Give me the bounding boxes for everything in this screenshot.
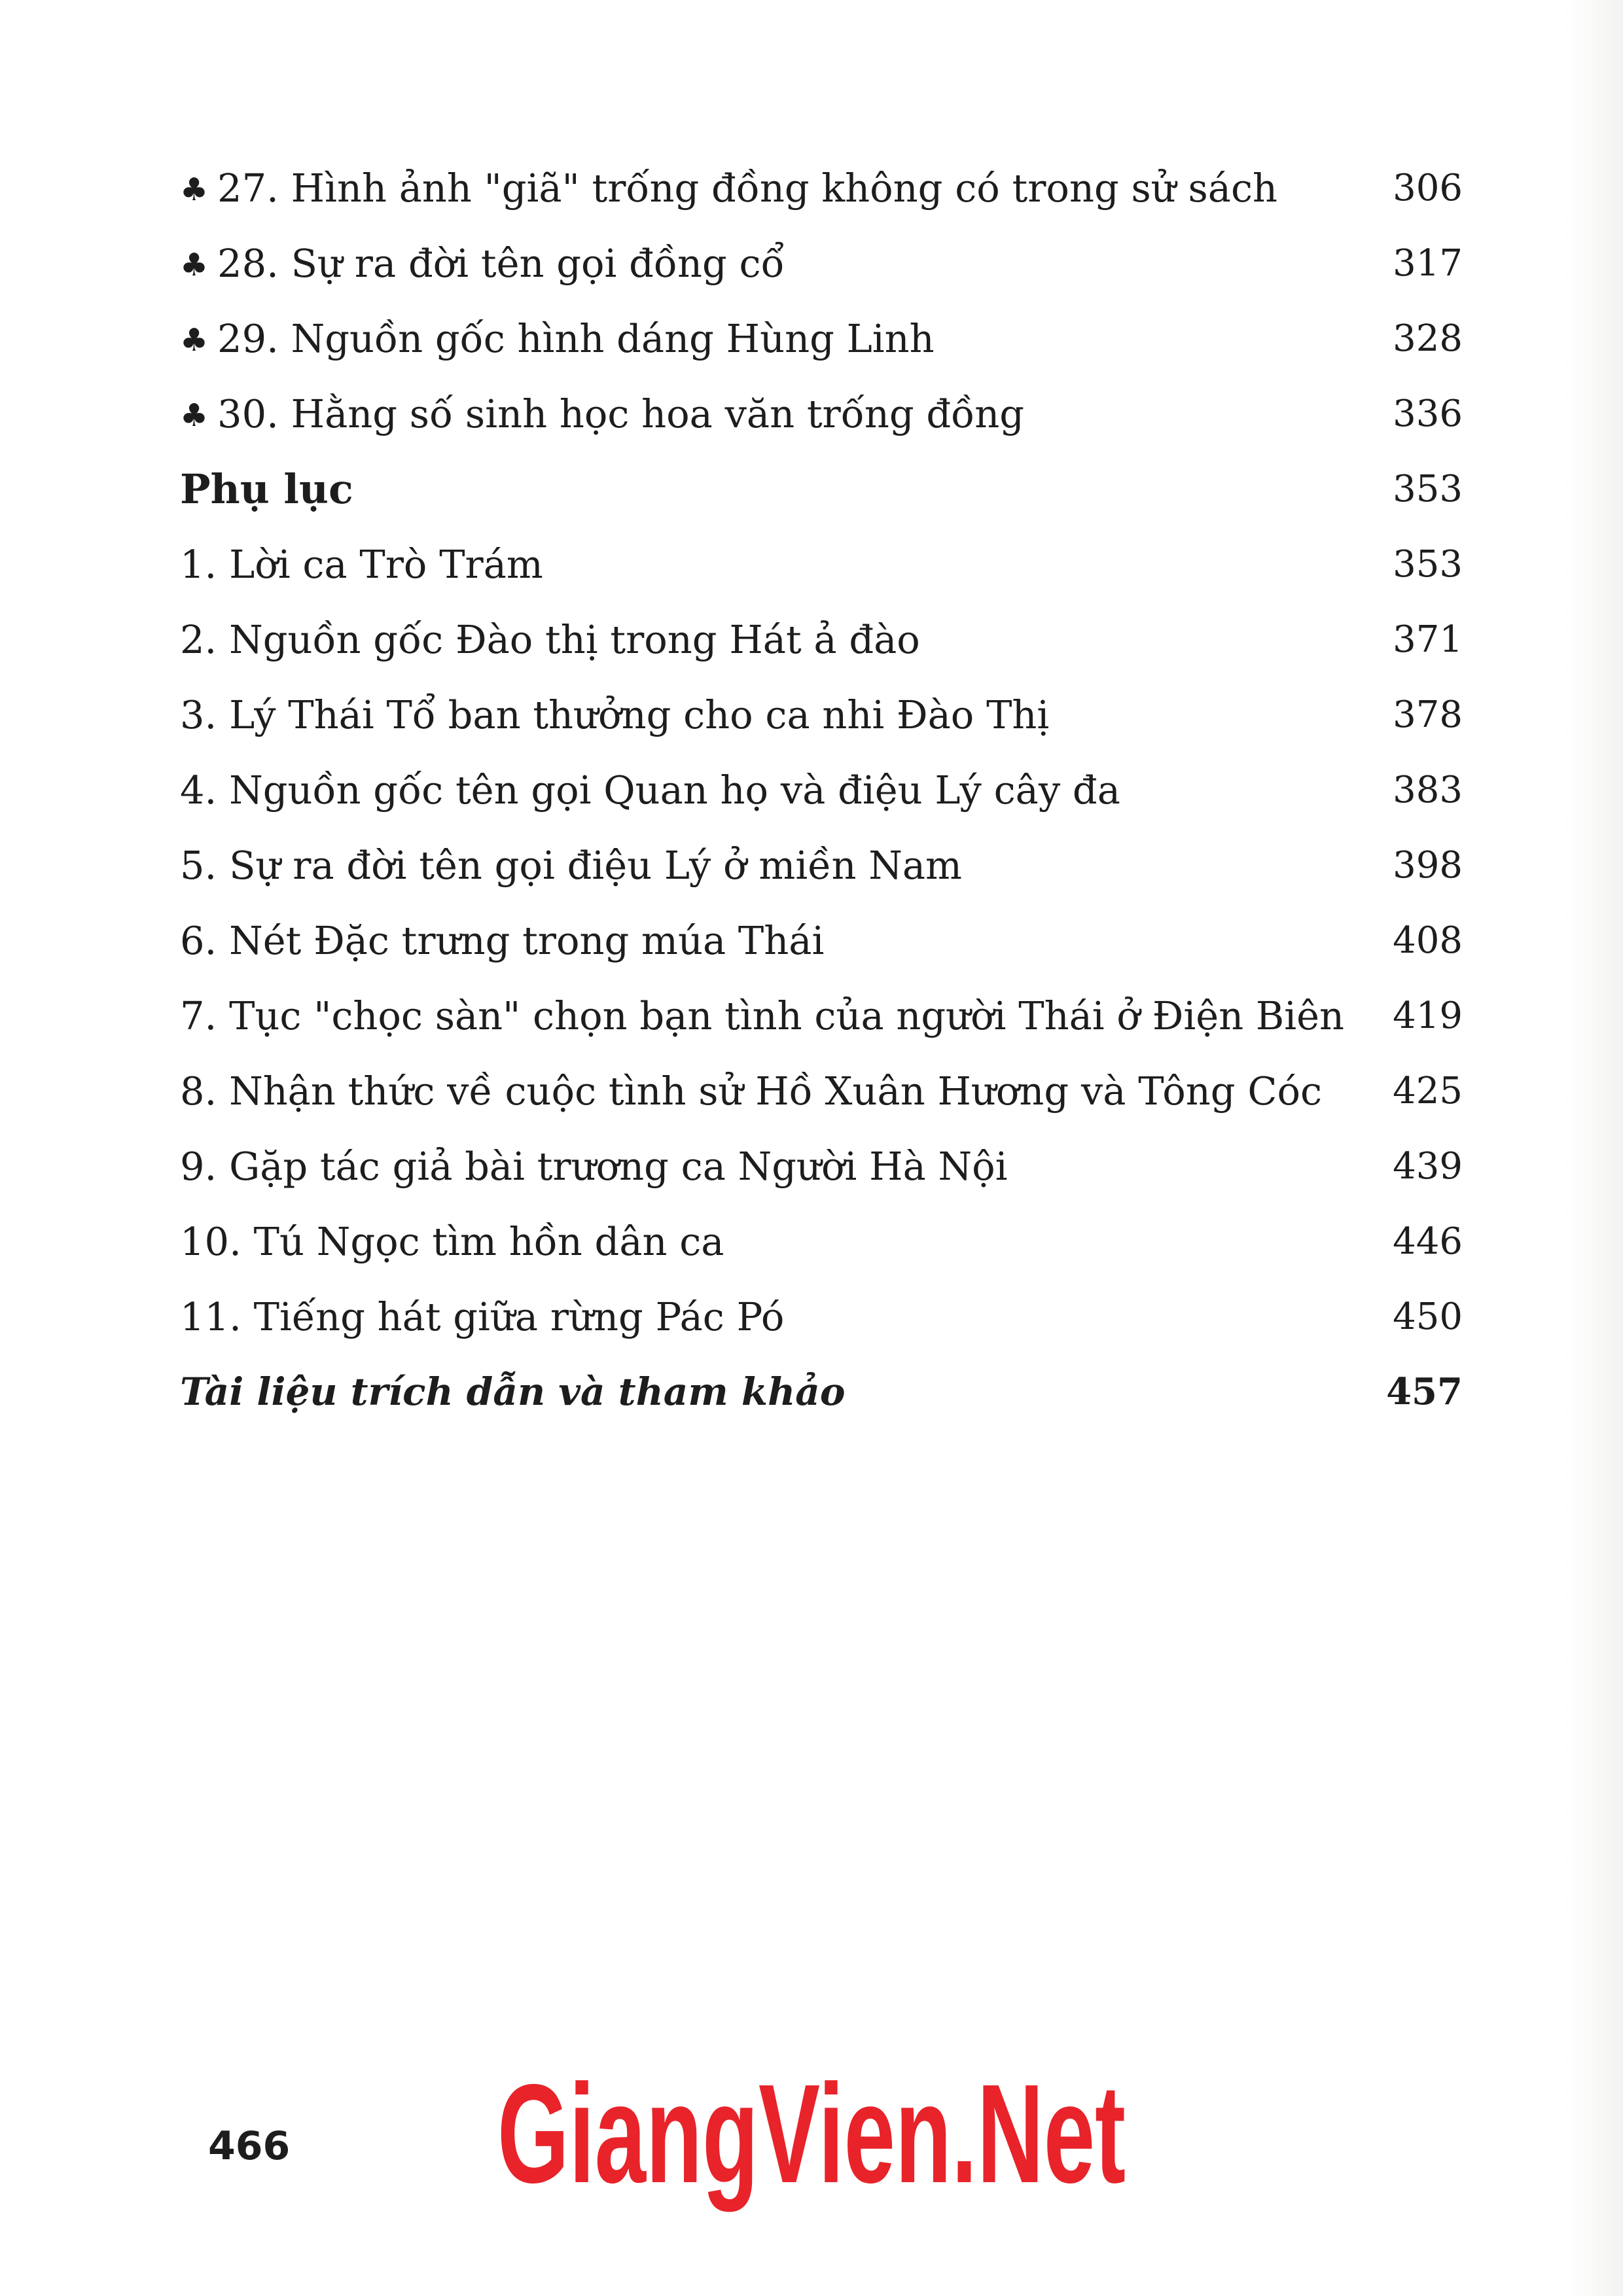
appendix-entry-text — [180, 978, 1344, 1053]
appendix-entry-page: 419 — [1393, 995, 1463, 1037]
appendix-entry-title: Nhận thức về cuộc tình sử Hồ Xuân Hương và Tông Cóc — [229, 1069, 1323, 1114]
toc-entry-page: 306 — [1393, 167, 1463, 209]
appendix-entry-page: 398 — [1393, 844, 1463, 887]
toc-entry-title: Sự ra đời tên gọi đồng cổ — [291, 241, 785, 286]
toc-references-entry[interactable] — [180, 1354, 1476, 1430]
toc-entry-page: 336 — [1393, 393, 1463, 435]
toc-entry-number: 29. — [217, 316, 279, 361]
appendix-entry-title: Tú Ngọc tìm hồn dân ca — [253, 1219, 724, 1264]
appendix-entry-text — [180, 1053, 1322, 1129]
appendix-entry-number: 8. — [180, 1069, 217, 1114]
toc-entry-title: Hình ảnh "giã" trống đồng không có trong sử sách — [291, 166, 1277, 211]
appendix-entry-text — [180, 1204, 724, 1279]
appendix-entry-page: 353 — [1393, 543, 1463, 586]
scan-edge-shading — [1564, 0, 1623, 2296]
appendix-entry-title: Tiếng hát giữa rừng Pác Pó — [253, 1294, 785, 1339]
watermark-text: GiangVien.Net — [497, 2055, 1126, 2212]
appendix-entry-text — [180, 752, 1120, 828]
appendix-entry-page: 371 — [1393, 618, 1463, 661]
toc-entry-text — [180, 150, 1277, 228]
appendix-entry[interactable] — [180, 978, 1476, 1053]
appendix-entry[interactable] — [180, 903, 1476, 978]
appendix-entry-page: 383 — [1393, 769, 1463, 811]
appendix-entry-number: 10. — [180, 1219, 241, 1264]
appendix-entry-text — [180, 527, 543, 602]
club-icon: ♣ — [180, 322, 209, 359]
appendix-entry-number: 7. — [180, 993, 217, 1038]
appendix-entry[interactable] — [180, 677, 1476, 752]
toc-entry-number: 28. — [217, 241, 279, 286]
appendix-entry[interactable] — [180, 527, 1476, 602]
watermark-logo — [491, 2055, 1132, 2212]
appendix-entry-title: Nét Đặc trưng trong múa Thái — [229, 918, 825, 963]
appendix-entry-text — [180, 677, 1049, 752]
references-page: 457 — [1386, 1370, 1463, 1413]
appendix-entry-title: Lời ca Trò Trám — [229, 542, 543, 587]
appendix-entry-title: Nguồn gốc Đào thị trong Hát ả đào — [229, 617, 920, 662]
appendix-entry-number: 9. — [180, 1144, 217, 1189]
appendix-entry-number: 2. — [180, 617, 217, 662]
toc-entry[interactable] — [180, 150, 1476, 226]
appendix-entry-page: 408 — [1393, 919, 1463, 962]
toc-entry-number: 30. — [217, 391, 279, 436]
club-icon: ♣ — [180, 171, 209, 208]
toc-entry-text — [180, 226, 785, 303]
toc-entry-title: Hằng số sinh học hoa văn trống đồng — [291, 391, 1025, 436]
appendix-entry-number: 4. — [180, 768, 217, 813]
toc-entry[interactable] — [180, 301, 1476, 376]
appendix-entry-text — [180, 602, 920, 677]
toc-entry[interactable] — [180, 376, 1476, 451]
page-number: 466 — [208, 2123, 291, 2169]
toc-entry-page: 317 — [1393, 242, 1463, 285]
table-of-contents — [180, 150, 1476, 1430]
appendix-entry[interactable] — [180, 1053, 1476, 1129]
appendix-entry-number: 6. — [180, 918, 217, 963]
toc-entry[interactable] — [180, 226, 1476, 301]
toc-entry-number: 27. — [217, 166, 279, 211]
toc-section-heading[interactable] — [180, 451, 1476, 527]
appendix-entry-title: Sự ra đời tên gọi điệu Lý ở miền Nam — [229, 843, 962, 888]
appendix-entry-title: Nguồn gốc tên gọi Quan họ và điệu Lý cây đa — [229, 768, 1120, 813]
appendix-entry-page: 439 — [1393, 1145, 1463, 1188]
toc-entry-title: Nguồn gốc hình dáng Hùng Linh — [291, 316, 935, 361]
appendix-entry-text — [180, 828, 962, 903]
appendix-entry-page: 378 — [1393, 694, 1463, 736]
appendix-entry[interactable] — [180, 1279, 1476, 1354]
appendix-entry-title: Lý Thái Tổ ban thưởng cho ca nhi Đào Thị — [229, 692, 1050, 737]
club-icon: ♣ — [180, 247, 209, 283]
appendix-entry-title: Tục "chọc sàn" chọn bạn tình của người Thái ở Điện Biên — [229, 993, 1345, 1038]
appendix-entry-number: 5. — [180, 843, 217, 888]
appendix-entry-number: 3. — [180, 692, 217, 737]
toc-entry-page: 328 — [1393, 317, 1463, 360]
appendix-entry-title: Gặp tác giả bài trương ca Người Hà Nội — [229, 1144, 1008, 1189]
toc-entry-text — [180, 376, 1024, 453]
appendix-entry[interactable] — [180, 1204, 1476, 1279]
appendix-entry-page: 425 — [1393, 1070, 1463, 1112]
appendix-entry-page: 450 — [1393, 1296, 1463, 1338]
appendix-entry-page: 446 — [1393, 1220, 1463, 1263]
appendix-entry[interactable] — [180, 828, 1476, 903]
appendix-entry-text — [180, 1129, 1008, 1204]
appendix-entry-number: 11. — [180, 1294, 241, 1339]
appendix-entry-text — [180, 1279, 784, 1354]
appendix-entry[interactable] — [180, 1129, 1476, 1204]
section-title: Phụ lục — [180, 465, 353, 513]
toc-entry-text — [180, 301, 935, 378]
appendix-entry-number: 1. — [180, 542, 217, 587]
references-title: Tài liệu trích dẫn và tham khảo — [180, 1369, 846, 1414]
appendix-entry[interactable] — [180, 752, 1476, 828]
appendix-entry[interactable] — [180, 602, 1476, 677]
appendix-entry-text — [180, 903, 824, 978]
section-page: 353 — [1393, 468, 1463, 510]
club-icon: ♣ — [180, 397, 209, 434]
